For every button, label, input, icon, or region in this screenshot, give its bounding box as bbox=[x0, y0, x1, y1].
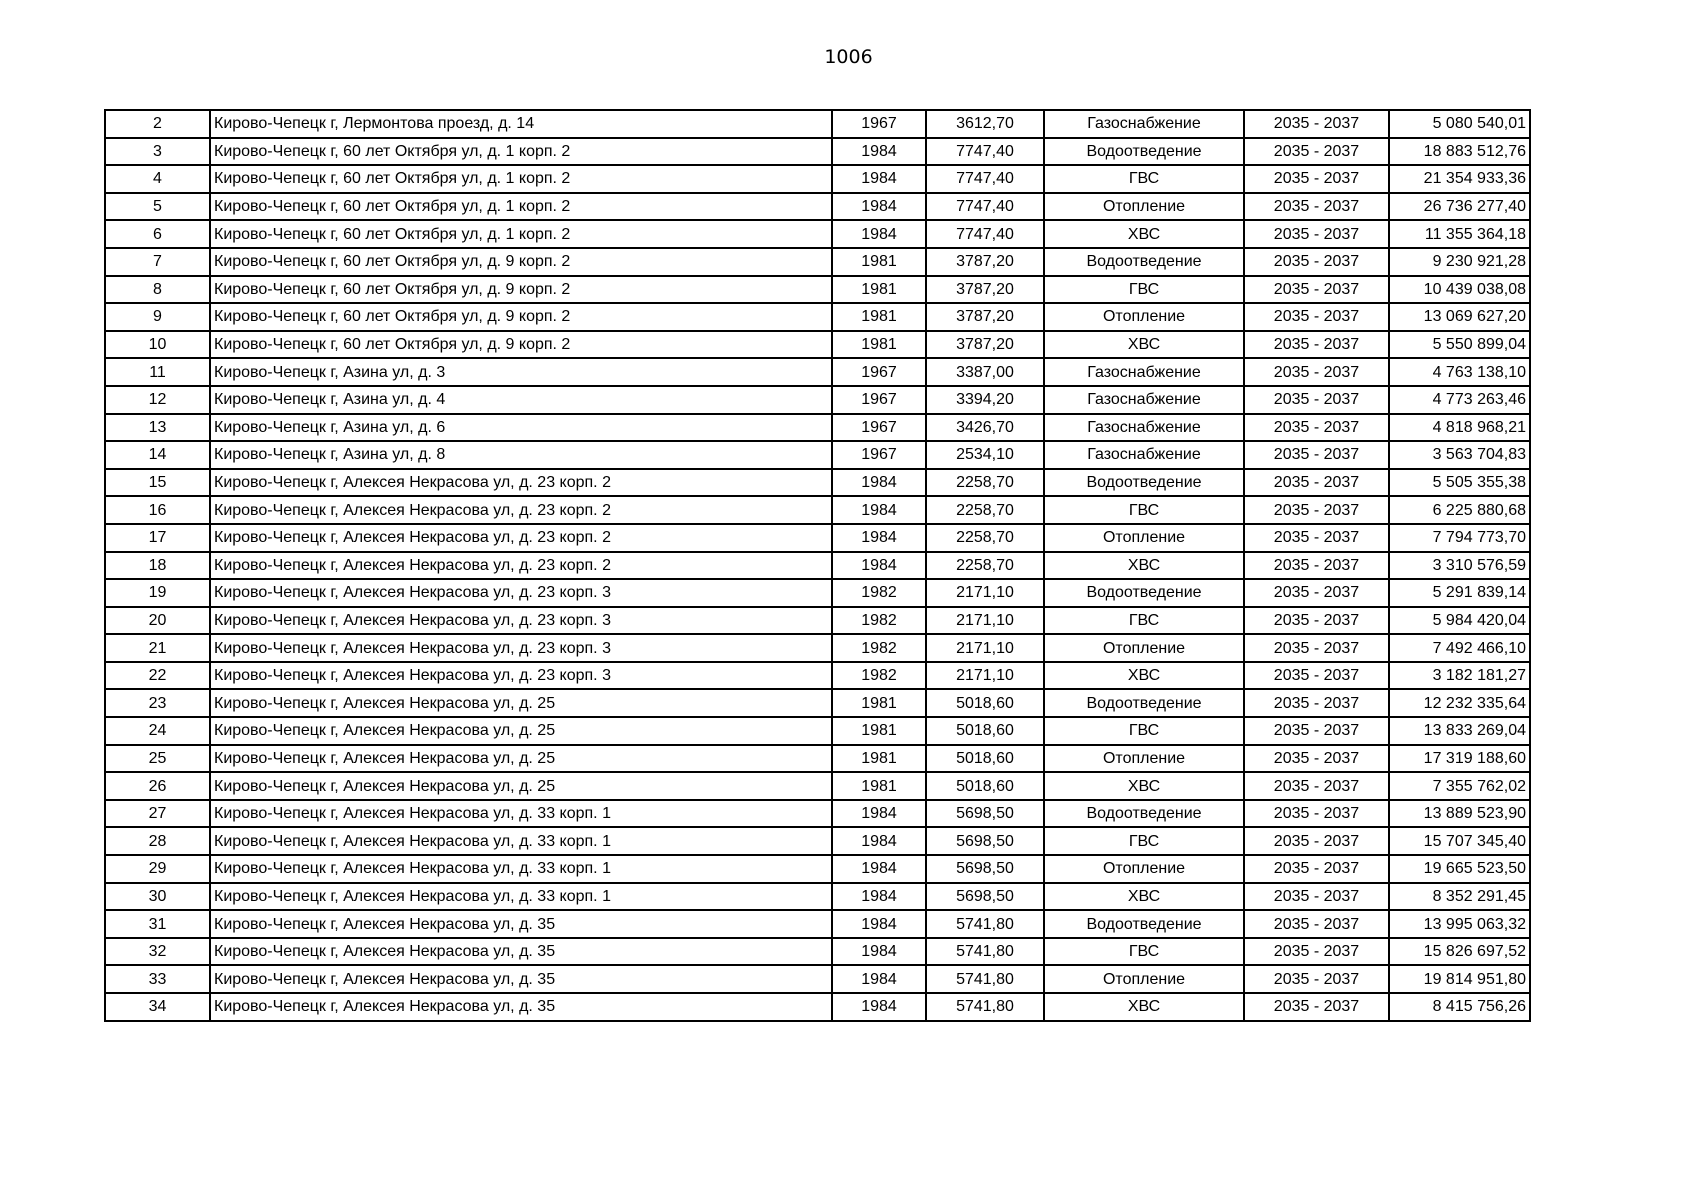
area-cell: 5018,60 bbox=[926, 745, 1044, 773]
work-type-cell: Водоотведение bbox=[1044, 689, 1244, 717]
row-number: 34 bbox=[105, 993, 210, 1021]
build-year-cell: 1981 bbox=[832, 772, 926, 800]
address-cell: Кирово-Чепецк г, Алексея Некрасова ул, д. 25 bbox=[210, 689, 832, 717]
table-row bbox=[105, 772, 1530, 800]
table-row bbox=[105, 827, 1530, 855]
cost-cell: 6 225 880,68 bbox=[1389, 496, 1530, 524]
cost-cell: 4 818 968,21 bbox=[1389, 414, 1530, 442]
period-cell: 2035 - 2037 bbox=[1244, 220, 1389, 248]
build-year-cell: 1967 bbox=[832, 110, 926, 138]
cost-cell: 26 736 277,40 bbox=[1389, 193, 1530, 221]
area-cell: 5018,60 bbox=[926, 689, 1044, 717]
table-row bbox=[105, 358, 1530, 386]
row-number: 29 bbox=[105, 855, 210, 883]
table-row bbox=[105, 469, 1530, 497]
build-year-cell: 1981 bbox=[832, 331, 926, 359]
cost-cell: 15 707 345,40 bbox=[1389, 827, 1530, 855]
row-number: 13 bbox=[105, 414, 210, 442]
build-year-cell: 1967 bbox=[832, 441, 926, 469]
area-cell: 3787,20 bbox=[926, 303, 1044, 331]
cost-cell: 3 182 181,27 bbox=[1389, 662, 1530, 690]
table-row bbox=[105, 993, 1530, 1021]
area-cell: 5698,50 bbox=[926, 827, 1044, 855]
work-type-cell: Газоснабжение bbox=[1044, 110, 1244, 138]
area-cell: 2258,70 bbox=[926, 552, 1044, 580]
address-cell: Кирово-Чепецк г, 60 лет Октября ул, д. 9 корп. 2 bbox=[210, 248, 832, 276]
table-row bbox=[105, 138, 1530, 166]
work-type-cell: ХВС bbox=[1044, 993, 1244, 1021]
row-number: 2 bbox=[105, 110, 210, 138]
address-cell: Кирово-Чепецк г, 60 лет Октября ул, д. 9 корп. 2 bbox=[210, 303, 832, 331]
build-year-cell: 1984 bbox=[832, 800, 926, 828]
table-row bbox=[105, 579, 1530, 607]
area-cell: 5741,80 bbox=[926, 938, 1044, 966]
period-cell: 2035 - 2037 bbox=[1244, 331, 1389, 359]
address-cell: Кирово-Чепецк г, Азина ул, д. 8 bbox=[210, 441, 832, 469]
page-number: 1006 bbox=[824, 46, 873, 68]
area-cell: 5741,80 bbox=[926, 910, 1044, 938]
address-cell: Кирово-Чепецк г, Азина ул, д. 3 bbox=[210, 358, 832, 386]
address-cell: Кирово-Чепецк г, 60 лет Октября ул, д. 9 корп. 2 bbox=[210, 276, 832, 304]
cost-cell: 21 354 933,36 bbox=[1389, 165, 1530, 193]
build-year-cell: 1984 bbox=[832, 220, 926, 248]
row-number: 23 bbox=[105, 689, 210, 717]
build-year-cell: 1967 bbox=[832, 386, 926, 414]
period-cell: 2035 - 2037 bbox=[1244, 552, 1389, 580]
cost-cell: 7 355 762,02 bbox=[1389, 772, 1530, 800]
row-number: 5 bbox=[105, 193, 210, 221]
period-cell: 2035 - 2037 bbox=[1244, 634, 1389, 662]
area-cell: 2171,10 bbox=[926, 662, 1044, 690]
address-cell: Кирово-Чепецк г, Алексея Некрасова ул, д. 23 корп. 2 bbox=[210, 496, 832, 524]
table-row bbox=[105, 276, 1530, 304]
row-number: 24 bbox=[105, 717, 210, 745]
address-cell: Кирово-Чепецк г, Алексея Некрасова ул, д. 23 корп. 3 bbox=[210, 634, 832, 662]
address-cell: Кирово-Чепецк г, Алексея Некрасова ул, д. 33 корп. 1 bbox=[210, 855, 832, 883]
area-cell: 5741,80 bbox=[926, 993, 1044, 1021]
work-type-cell: ГВС bbox=[1044, 717, 1244, 745]
address-cell: Кирово-Чепецк г, Азина ул, д. 6 bbox=[210, 414, 832, 442]
address-cell: Кирово-Чепецк г, Алексея Некрасова ул, д. 35 bbox=[210, 938, 832, 966]
address-cell: Кирово-Чепецк г, Алексея Некрасова ул, д. 33 корп. 1 bbox=[210, 883, 832, 911]
area-cell: 7747,40 bbox=[926, 220, 1044, 248]
row-number: 7 bbox=[105, 248, 210, 276]
area-cell: 5018,60 bbox=[926, 772, 1044, 800]
period-cell: 2035 - 2037 bbox=[1244, 827, 1389, 855]
period-cell: 2035 - 2037 bbox=[1244, 386, 1389, 414]
build-year-cell: 1984 bbox=[832, 524, 926, 552]
work-type-cell: Газоснабжение bbox=[1044, 358, 1244, 386]
row-number: 16 bbox=[105, 496, 210, 524]
repair-program-table bbox=[104, 109, 1531, 1022]
period-cell: 2035 - 2037 bbox=[1244, 248, 1389, 276]
area-cell: 5698,50 bbox=[926, 883, 1044, 911]
area-cell: 2171,10 bbox=[926, 607, 1044, 635]
area-cell: 3787,20 bbox=[926, 248, 1044, 276]
cost-cell: 15 826 697,52 bbox=[1389, 938, 1530, 966]
row-number: 14 bbox=[105, 441, 210, 469]
work-type-cell: Отопление bbox=[1044, 634, 1244, 662]
address-cell: Кирово-Чепецк г, Алексея Некрасова ул, д. 25 bbox=[210, 717, 832, 745]
build-year-cell: 1984 bbox=[832, 827, 926, 855]
build-year-cell: 1967 bbox=[832, 414, 926, 442]
build-year-cell: 1984 bbox=[832, 193, 926, 221]
work-type-cell: Отопление bbox=[1044, 855, 1244, 883]
period-cell: 2035 - 2037 bbox=[1244, 855, 1389, 883]
period-cell: 2035 - 2037 bbox=[1244, 607, 1389, 635]
table-row bbox=[105, 634, 1530, 662]
address-cell: Кирово-Чепецк г, 60 лет Октября ул, д. 1 корп. 2 bbox=[210, 220, 832, 248]
address-cell: Кирово-Чепецк г, Лермонтова проезд, д. 14 bbox=[210, 110, 832, 138]
build-year-cell: 1984 bbox=[832, 165, 926, 193]
build-year-cell: 1982 bbox=[832, 634, 926, 662]
table-row bbox=[105, 855, 1530, 883]
table-row bbox=[105, 689, 1530, 717]
period-cell: 2035 - 2037 bbox=[1244, 303, 1389, 331]
cost-cell: 5 984 420,04 bbox=[1389, 607, 1530, 635]
work-type-cell: Отопление bbox=[1044, 965, 1244, 993]
work-type-cell: Отопление bbox=[1044, 193, 1244, 221]
work-type-cell: Водоотведение bbox=[1044, 579, 1244, 607]
address-cell: Кирово-Чепецк г, 60 лет Октября ул, д. 1 корп. 2 bbox=[210, 193, 832, 221]
build-year-cell: 1967 bbox=[832, 358, 926, 386]
period-cell: 2035 - 2037 bbox=[1244, 993, 1389, 1021]
table-row bbox=[105, 662, 1530, 690]
table-row bbox=[105, 110, 1530, 138]
table-row bbox=[105, 607, 1530, 635]
row-number: 4 bbox=[105, 165, 210, 193]
cost-cell: 19 665 523,50 bbox=[1389, 855, 1530, 883]
build-year-cell: 1982 bbox=[832, 579, 926, 607]
work-type-cell: Водоотведение bbox=[1044, 800, 1244, 828]
table-row bbox=[105, 552, 1530, 580]
cost-cell: 10 439 038,08 bbox=[1389, 276, 1530, 304]
cost-cell: 3 563 704,83 bbox=[1389, 441, 1530, 469]
row-number: 33 bbox=[105, 965, 210, 993]
work-type-cell: Отопление bbox=[1044, 745, 1244, 773]
cost-cell: 13 889 523,90 bbox=[1389, 800, 1530, 828]
work-type-cell: ГВС bbox=[1044, 607, 1244, 635]
address-cell: Кирово-Чепецк г, Алексея Некрасова ул, д. 35 bbox=[210, 910, 832, 938]
cost-cell: 8 352 291,45 bbox=[1389, 883, 1530, 911]
address-cell: Кирово-Чепецк г, 60 лет Октября ул, д. 1 корп. 2 bbox=[210, 138, 832, 166]
period-cell: 2035 - 2037 bbox=[1244, 772, 1389, 800]
cost-cell: 4 773 263,46 bbox=[1389, 386, 1530, 414]
row-number: 11 bbox=[105, 358, 210, 386]
cost-cell: 19 814 951,80 bbox=[1389, 965, 1530, 993]
period-cell: 2035 - 2037 bbox=[1244, 745, 1389, 773]
address-cell: Кирово-Чепецк г, Алексея Некрасова ул, д. 23 корп. 3 bbox=[210, 607, 832, 635]
row-number: 28 bbox=[105, 827, 210, 855]
work-type-cell: ГВС bbox=[1044, 938, 1244, 966]
build-year-cell: 1984 bbox=[832, 552, 926, 580]
work-type-cell: ГВС bbox=[1044, 165, 1244, 193]
cost-cell: 7 794 773,70 bbox=[1389, 524, 1530, 552]
period-cell: 2035 - 2037 bbox=[1244, 910, 1389, 938]
table-row bbox=[105, 965, 1530, 993]
area-cell: 2258,70 bbox=[926, 524, 1044, 552]
area-cell: 5018,60 bbox=[926, 717, 1044, 745]
cost-cell: 13 833 269,04 bbox=[1389, 717, 1530, 745]
work-type-cell: Газоснабжение bbox=[1044, 414, 1244, 442]
area-cell: 7747,40 bbox=[926, 165, 1044, 193]
area-cell: 2534,10 bbox=[926, 441, 1044, 469]
row-number: 19 bbox=[105, 579, 210, 607]
cost-cell: 4 763 138,10 bbox=[1389, 358, 1530, 386]
build-year-cell: 1981 bbox=[832, 717, 926, 745]
build-year-cell: 1984 bbox=[832, 883, 926, 911]
area-cell: 3426,70 bbox=[926, 414, 1044, 442]
area-cell: 3787,20 bbox=[926, 331, 1044, 359]
build-year-cell: 1982 bbox=[832, 662, 926, 690]
cost-cell: 5 505 355,38 bbox=[1389, 469, 1530, 497]
period-cell: 2035 - 2037 bbox=[1244, 579, 1389, 607]
work-type-cell: ХВС bbox=[1044, 772, 1244, 800]
period-cell: 2035 - 2037 bbox=[1244, 965, 1389, 993]
row-number: 3 bbox=[105, 138, 210, 166]
period-cell: 2035 - 2037 bbox=[1244, 496, 1389, 524]
table-row bbox=[105, 165, 1530, 193]
build-year-cell: 1984 bbox=[832, 938, 926, 966]
work-type-cell: ГВС bbox=[1044, 276, 1244, 304]
period-cell: 2035 - 2037 bbox=[1244, 441, 1389, 469]
build-year-cell: 1984 bbox=[832, 855, 926, 883]
build-year-cell: 1984 bbox=[832, 993, 926, 1021]
row-number: 8 bbox=[105, 276, 210, 304]
work-type-cell: ГВС bbox=[1044, 496, 1244, 524]
area-cell: 3387,00 bbox=[926, 358, 1044, 386]
work-type-cell: ХВС bbox=[1044, 220, 1244, 248]
area-cell: 2171,10 bbox=[926, 579, 1044, 607]
table-row bbox=[105, 303, 1530, 331]
table-row bbox=[105, 717, 1530, 745]
row-number: 26 bbox=[105, 772, 210, 800]
cost-cell: 13 995 063,32 bbox=[1389, 910, 1530, 938]
work-type-cell: Газоснабжение bbox=[1044, 441, 1244, 469]
cost-cell: 18 883 512,76 bbox=[1389, 138, 1530, 166]
cost-cell: 17 319 188,60 bbox=[1389, 745, 1530, 773]
build-year-cell: 1981 bbox=[832, 276, 926, 304]
work-type-cell: ХВС bbox=[1044, 883, 1244, 911]
area-cell: 5741,80 bbox=[926, 965, 1044, 993]
table-row bbox=[105, 193, 1530, 221]
table-row bbox=[105, 248, 1530, 276]
row-number: 20 bbox=[105, 607, 210, 635]
address-cell: Кирово-Чепецк г, Алексея Некрасова ул, д. 35 bbox=[210, 965, 832, 993]
table-body bbox=[105, 110, 1530, 1021]
area-cell: 3787,20 bbox=[926, 276, 1044, 304]
build-year-cell: 1984 bbox=[832, 138, 926, 166]
table-row bbox=[105, 331, 1530, 359]
period-cell: 2035 - 2037 bbox=[1244, 110, 1389, 138]
build-year-cell: 1984 bbox=[832, 965, 926, 993]
area-cell: 3394,20 bbox=[926, 386, 1044, 414]
work-type-cell: Водоотведение bbox=[1044, 910, 1244, 938]
address-cell: Кирово-Чепецк г, 60 лет Октября ул, д. 9 корп. 2 bbox=[210, 331, 832, 359]
address-cell: Кирово-Чепецк г, Алексея Некрасова ул, д. 23 корп. 2 bbox=[210, 524, 832, 552]
period-cell: 2035 - 2037 bbox=[1244, 414, 1389, 442]
work-type-cell: Водоотведение bbox=[1044, 138, 1244, 166]
build-year-cell: 1982 bbox=[832, 607, 926, 635]
address-cell: Кирово-Чепецк г, Алексея Некрасова ул, д. 33 корп. 1 bbox=[210, 800, 832, 828]
area-cell: 2171,10 bbox=[926, 634, 1044, 662]
work-type-cell: Водоотведение bbox=[1044, 248, 1244, 276]
row-number: 18 bbox=[105, 552, 210, 580]
address-cell: Кирово-Чепецк г, Алексея Некрасова ул, д. 23 корп. 2 bbox=[210, 552, 832, 580]
cost-cell: 8 415 756,26 bbox=[1389, 993, 1530, 1021]
row-number: 6 bbox=[105, 220, 210, 248]
build-year-cell: 1984 bbox=[832, 910, 926, 938]
address-cell: Кирово-Чепецк г, Алексея Некрасова ул, д. 33 корп. 1 bbox=[210, 827, 832, 855]
period-cell: 2035 - 2037 bbox=[1244, 165, 1389, 193]
cost-cell: 3 310 576,59 bbox=[1389, 552, 1530, 580]
period-cell: 2035 - 2037 bbox=[1244, 276, 1389, 304]
row-number: 27 bbox=[105, 800, 210, 828]
table-row bbox=[105, 496, 1530, 524]
row-number: 31 bbox=[105, 910, 210, 938]
cost-cell: 9 230 921,28 bbox=[1389, 248, 1530, 276]
work-type-cell: ХВС bbox=[1044, 662, 1244, 690]
area-cell: 5698,50 bbox=[926, 855, 1044, 883]
table-row bbox=[105, 441, 1530, 469]
table-row bbox=[105, 220, 1530, 248]
table-row bbox=[105, 414, 1530, 442]
area-cell: 5698,50 bbox=[926, 800, 1044, 828]
row-number: 9 bbox=[105, 303, 210, 331]
address-cell: Кирово-Чепецк г, Алексея Некрасова ул, д. 25 bbox=[210, 745, 832, 773]
cost-cell: 5 080 540,01 bbox=[1389, 110, 1530, 138]
work-type-cell: Водоотведение bbox=[1044, 469, 1244, 497]
table-row bbox=[105, 910, 1530, 938]
table-row bbox=[105, 386, 1530, 414]
cost-cell: 5 550 899,04 bbox=[1389, 331, 1530, 359]
row-number: 25 bbox=[105, 745, 210, 773]
period-cell: 2035 - 2037 bbox=[1244, 689, 1389, 717]
period-cell: 2035 - 2037 bbox=[1244, 717, 1389, 745]
work-type-cell: ГВС bbox=[1044, 827, 1244, 855]
period-cell: 2035 - 2037 bbox=[1244, 662, 1389, 690]
period-cell: 2035 - 2037 bbox=[1244, 138, 1389, 166]
area-cell: 3612,70 bbox=[926, 110, 1044, 138]
row-number: 10 bbox=[105, 331, 210, 359]
row-number: 21 bbox=[105, 634, 210, 662]
area-cell: 7747,40 bbox=[926, 193, 1044, 221]
row-number: 15 bbox=[105, 469, 210, 497]
table-row bbox=[105, 938, 1530, 966]
table-row bbox=[105, 883, 1530, 911]
row-number: 12 bbox=[105, 386, 210, 414]
work-type-cell: Газоснабжение bbox=[1044, 386, 1244, 414]
address-cell: Кирово-Чепецк г, Алексея Некрасова ул, д. 23 корп. 3 bbox=[210, 662, 832, 690]
work-type-cell: Отопление bbox=[1044, 524, 1244, 552]
address-cell: Кирово-Чепецк г, Алексея Некрасова ул, д. 35 bbox=[210, 993, 832, 1021]
cost-cell: 7 492 466,10 bbox=[1389, 634, 1530, 662]
area-cell: 2258,70 bbox=[926, 469, 1044, 497]
period-cell: 2035 - 2037 bbox=[1244, 524, 1389, 552]
work-type-cell: ХВС bbox=[1044, 331, 1244, 359]
area-cell: 2258,70 bbox=[926, 496, 1044, 524]
address-cell: Кирово-Чепецк г, Алексея Некрасова ул, д. 23 корп. 3 bbox=[210, 579, 832, 607]
cost-cell: 5 291 839,14 bbox=[1389, 579, 1530, 607]
build-year-cell: 1981 bbox=[832, 303, 926, 331]
area-cell: 7747,40 bbox=[926, 138, 1044, 166]
build-year-cell: 1984 bbox=[832, 469, 926, 497]
address-cell: Кирово-Чепецк г, Алексея Некрасова ул, д. 23 корп. 2 bbox=[210, 469, 832, 497]
build-year-cell: 1984 bbox=[832, 496, 926, 524]
cost-cell: 12 232 335,64 bbox=[1389, 689, 1530, 717]
table-row bbox=[105, 524, 1530, 552]
row-number: 32 bbox=[105, 938, 210, 966]
row-number: 17 bbox=[105, 524, 210, 552]
address-cell: Кирово-Чепецк г, Алексея Некрасова ул, д. 25 bbox=[210, 772, 832, 800]
cost-cell: 11 355 364,18 bbox=[1389, 220, 1530, 248]
address-cell: Кирово-Чепецк г, Азина ул, д. 4 bbox=[210, 386, 832, 414]
build-year-cell: 1981 bbox=[832, 248, 926, 276]
table-row bbox=[105, 745, 1530, 773]
table-row bbox=[105, 800, 1530, 828]
cost-cell: 13 069 627,20 bbox=[1389, 303, 1530, 331]
row-number: 30 bbox=[105, 883, 210, 911]
period-cell: 2035 - 2037 bbox=[1244, 193, 1389, 221]
build-year-cell: 1981 bbox=[832, 745, 926, 773]
period-cell: 2035 - 2037 bbox=[1244, 883, 1389, 911]
period-cell: 2035 - 2037 bbox=[1244, 800, 1389, 828]
period-cell: 2035 - 2037 bbox=[1244, 358, 1389, 386]
period-cell: 2035 - 2037 bbox=[1244, 469, 1389, 497]
work-type-cell: ХВС bbox=[1044, 552, 1244, 580]
address-cell: Кирово-Чепецк г, 60 лет Октября ул, д. 1 корп. 2 bbox=[210, 165, 832, 193]
row-number: 22 bbox=[105, 662, 210, 690]
build-year-cell: 1981 bbox=[832, 689, 926, 717]
period-cell: 2035 - 2037 bbox=[1244, 938, 1389, 966]
work-type-cell: Отопление bbox=[1044, 303, 1244, 331]
